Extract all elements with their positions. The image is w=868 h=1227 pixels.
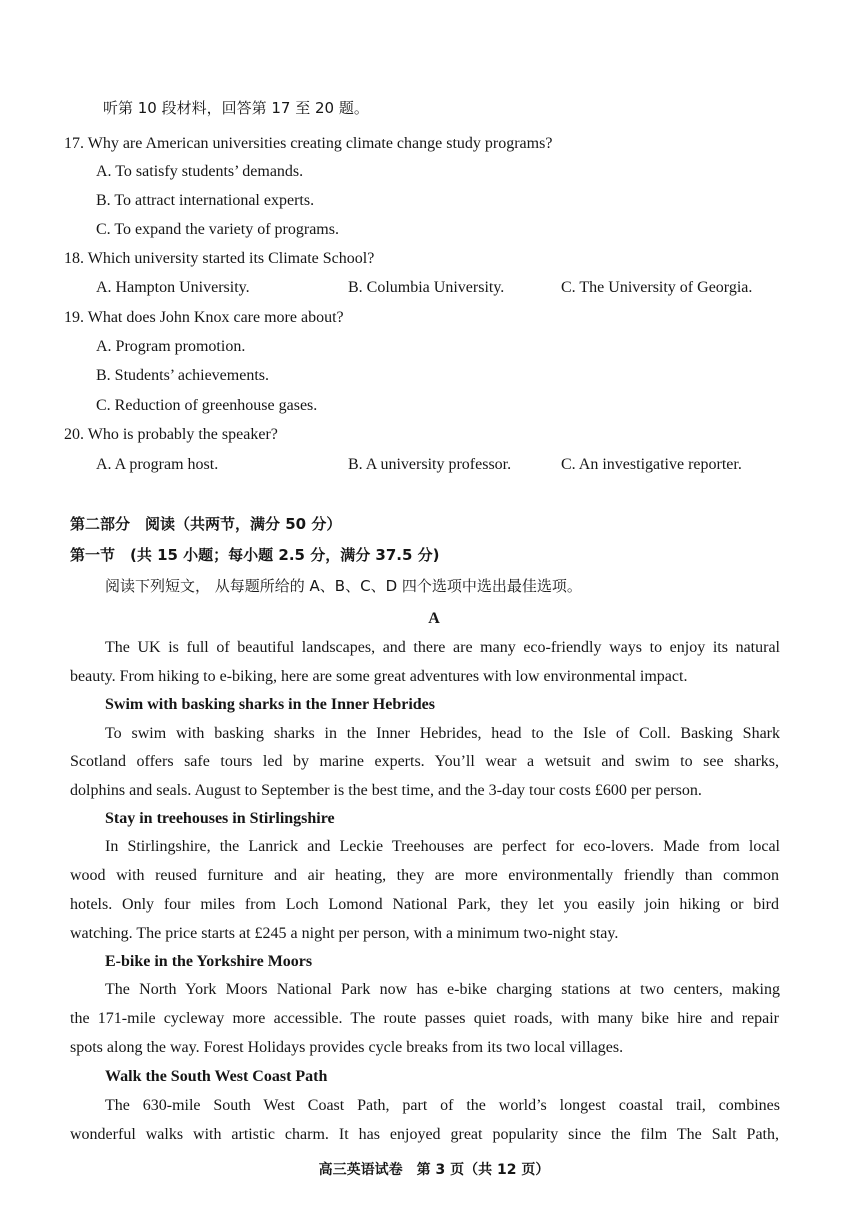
sharks-line-1: To swim with basking sharks in the Inner Hebrides, head to the Isle of Coll. Basking Shark bbox=[105, 725, 780, 742]
question-20-option-a: A. A program host. bbox=[96, 456, 219, 473]
question-19-option-b: B. Students’ achievements. bbox=[96, 367, 269, 384]
question-18-option-c: C. The University of Georgia. bbox=[561, 279, 753, 296]
sharks-line-2: Scotland offers safe tours led by marine experts. You’ll wear a wetsuit and swim to see sharks, bbox=[70, 753, 779, 770]
passage-label: A bbox=[428, 610, 440, 627]
question-17-option-c: C. To expand the variety of programs. bbox=[96, 221, 339, 238]
section-heading-sharks: Swim with basking sharks in the Inner Hebrides bbox=[105, 696, 435, 713]
listening-intro: 听第 10 段材料，回答第 17 至 20 题。 bbox=[103, 99, 369, 117]
coast-line-2: wonderful walks with artistic charm. It has enjoyed great popularity since the film The Salt Path, bbox=[70, 1126, 779, 1143]
question-17-option-b: B. To attract international experts. bbox=[96, 192, 315, 209]
ebike-line-2: the 171-mile cycleway more accessible. The route passes quiet roads, with many bike hire and repair bbox=[70, 1010, 779, 1027]
treehouses-line-4: watching. The price starts at £245 a night per person, with a minimum two-night stay. bbox=[70, 925, 619, 942]
question-18-stem: 18. Which university started its Climate School? bbox=[64, 250, 375, 267]
section-heading-treehouses: Stay in treehouses in Stirlingshire bbox=[105, 810, 335, 827]
question-20-stem: 20. Who is probably the speaker? bbox=[64, 426, 278, 443]
ebike-line-3: spots along the way. Forest Holidays provides cycle breaks from its two local villages. bbox=[70, 1039, 624, 1056]
question-17-stem: 17. Why are American universities creating climate change study programs? bbox=[64, 135, 553, 152]
intro-line-2: beauty. From hiking to e-biking, here are some great adventures with low environmental impact. bbox=[70, 668, 688, 685]
intro-line-1: The UK is full of beautiful landscapes, and there are many eco-friendly ways to enjoy its natural bbox=[105, 639, 780, 656]
ebike-line-1: The North York Moors National Park now has e-bike charging stations at two centers, making bbox=[105, 981, 780, 998]
question-19-option-a: A. Program promotion. bbox=[96, 338, 246, 355]
treehouses-line-2: wood with reused furniture and air heating, they are more environmentally friendly than common bbox=[70, 867, 779, 884]
question-20-option-c: C. An investigative reporter. bbox=[561, 456, 742, 473]
page-footer: 高三英语试卷 第 3 页（共 12 页） bbox=[318, 1162, 550, 1178]
question-19-stem: 19. What does John Knox care more about? bbox=[64, 309, 344, 326]
section-heading-ebike: E-bike in the Yorkshire Moors bbox=[105, 953, 313, 970]
question-20-option-b: B. A university professor. bbox=[348, 456, 512, 473]
reading-instruction: 阅读下列短文， 从每题所给的 A、B、C、D 四个选项中选出最佳选项。 bbox=[105, 577, 582, 595]
question-18-option-b: B. Columbia University. bbox=[348, 279, 505, 296]
sharks-line-3: dolphins and seals. August to September is the best time, and the 3-day tour costs £600 per person. bbox=[70, 782, 702, 799]
question-17-option-a: A. To satisfy students’ demands. bbox=[96, 163, 304, 180]
treehouses-line-1: In Stirlingshire, the Lanrick and Leckie Treehouses are perfect for eco-lovers. Made from local bbox=[105, 838, 780, 855]
question-19-option-c: C. Reduction of greenhouse gases. bbox=[96, 397, 318, 414]
section-heading-coast-path: Walk the South West Coast Path bbox=[105, 1068, 328, 1085]
part-two-title: 第二部分 阅读（共两节，满分 50 分） bbox=[70, 515, 342, 533]
treehouses-line-3: hotels. Only four miles from Loch Lomond National Park, they let you easily join hiking or bird bbox=[70, 896, 779, 913]
coast-line-1: The 630-mile South West Coast Path, part of the world’s longest coastal trail, combines bbox=[105, 1097, 780, 1114]
question-18-option-a: A. Hampton University. bbox=[96, 279, 250, 296]
section-one-title: 第一节 (共 15 小题；每小题 2.5 分，满分 37.5 分) bbox=[70, 546, 440, 564]
